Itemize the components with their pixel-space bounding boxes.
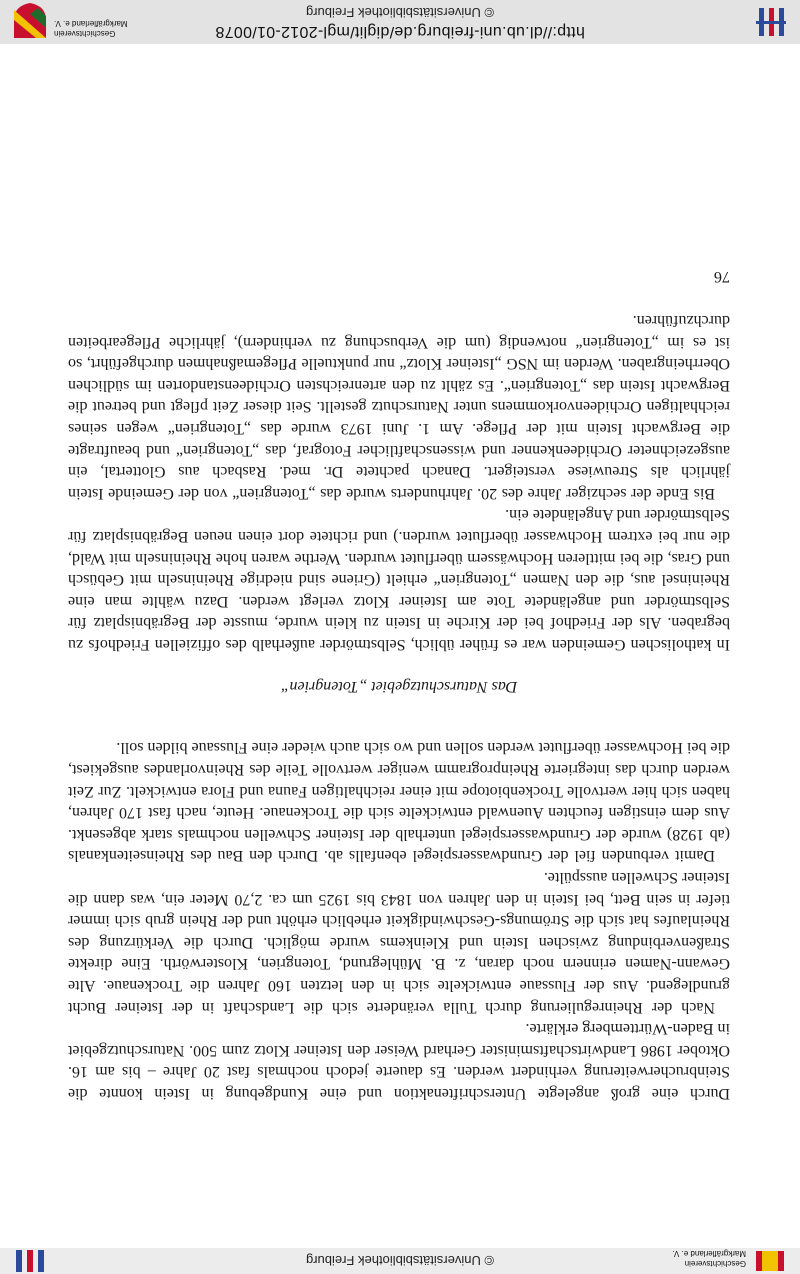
paragraph: Durch eine groß angelegte Unterschriftenaktion und eine Kundgebung in Istein konnte die Steinbrucherweiterung verhindert werden. Es dauerte jedoch nochmals fast 20 Jahre – bis am 16. Oktober 1986 Landwirtschaftsminister Gerhard Weiser den Isteiner Klotz zum 500. Naturschutzgebiet in Baden-Württemberg erklärte. <box>68 1020 730 1102</box>
paragraph: Bis Ende der sechziger Jahre des 20. Jahrhunderts wurde das „Totengrien“ von der Gemeinde Istein jährlich als Streuwiese versteigert. Danach pachtete Dr. med. Rasbach aus Glottertal, ein ausgezeichneter Orchideenkenner und wissenschaftlicher Fotograf, das „Totengrien“ und beauftragte die Bergwacht Istein mit der Pflege. Am 1. Juni 1973 wurde das „Totengrien“ wegen seines reichhaltigen Orchideenvorkommens unter Naturschutz gestellt. Seit dieser Zeit pflegt und betreut die Bergwacht Istein das „Totengrien“. Es zählt zu den artenreichsten Orchideenstandorten im südlichen Oberrheingraben. Werden im NSG „Isteiner Klotz“ nur punktuelle Pflegemaßnahmen durchgeführt, so ist es im „Totengrien“ notwendig (um die Verbuschung zu verhindern), jährliche Pflegearbeiten durchzuführen. <box>68 312 730 502</box>
source-url[interactable]: http://dl.ub.uni-freiburg.de/diglit/mgl-2012-01/0078 <box>215 23 585 40</box>
paragraph: Nach der Rheinregulierung durch Tulla veränderte sich die Landschaft in der Isteiner Bucht grundlegend. Aus der Flussaue entwickelte sich in den letzten 160 Jahren die Trockenaue. Alte Gewann-Namen erinnern noch daran, z. B. Mühlegrund, Totengrien, Klosterwörth. Eine direkte Straßenverbindung zwischen Istein und Kleinkems wurde möglich. Durch die Verkürzung des Rheinlaufes hat sich die Strömungs-Geschwindigkeit erheblich erhöht und der Rhein grub sich immer tiefer in sein Bett, bei Istein in den Jahren von 1843 bis 1925 um ca. 2,70 Meter ein, was dann die Isteiner Schwellen ausspülte. <box>68 869 730 1016</box>
coat-of-arms-icon <box>752 1250 788 1272</box>
top-banner <box>0 1248 800 1274</box>
bottom-banner <box>0 0 800 44</box>
association-name: Geschichtsverein Markgräflerland e. V. <box>54 19 128 38</box>
paragraph: Damit verbunden fiel der Grundwasserspiegel ebenfalls ab. Durch den Bau des Rheinseitenkanals (ab 1928) wurde der Grundwasserspiegel unterhalb der Isteiner Schwellen nochmals stark abgesenkt. Aus dem einstigen feuchten Auenwald entwickelte sich die Trockenaue. Heute, nach fast 170 Jahren, haben sich hier wertvolle Trockenbiotope mit einer reichhaltigen Fauna und Flora entwickelt. Zur Zeit werden durch das integrierte Rheinprogramm weniger wertvolle Teile des Rheinvorlandes ausgekiest, die bei Hochwasser überflutet werden sollen und wo sich auch wieder eine Flussaue bilden soll. <box>68 739 730 865</box>
top-copyright: © Universitätsbibliothek Freiburg <box>305 1253 495 1268</box>
coat-of-arms-icon <box>10 2 50 40</box>
library-logo-icon <box>10 1250 50 1272</box>
page-number: 76 <box>714 268 730 286</box>
section-heading: Das Naturschutzgebiet „Totengrien“ <box>280 677 518 695</box>
copyright-notice: © Universitätsbibliothek Freiburg <box>305 5 495 20</box>
document-page <box>68 267 730 1104</box>
library-logo-icon <box>752 4 788 40</box>
paragraph: In katholischen Gemeinden war es früher üblich, Selbstmörder außerhalb des offiziellen Friedhofs zu begraben. Als der Friedhof bei der Kirche in Istein zu klein wurde, musste der Begräbnisplatz für Selbstmörder und angeländete Tote am Isteiner Klotz verlegt werden. Dazu wählte man eine Rheininsel aus, die den Namen „Totengrien“ erhielt (Griene sind niedrige Rheininseln mit Gebüsch und Gras, die bei mittleren Hochwässern überflutet wurden. Werthe waren hohe Rheininseln mit Wald, die nur bei extrem Hochwasser überflutet wurden.) und richtete dort einen neuen Begräbnisplatz für Selbstmörder und Angeländete ein. <box>68 506 730 653</box>
top-association: Geschichtsverein Markgräflerland e. V. <box>672 1249 746 1268</box>
